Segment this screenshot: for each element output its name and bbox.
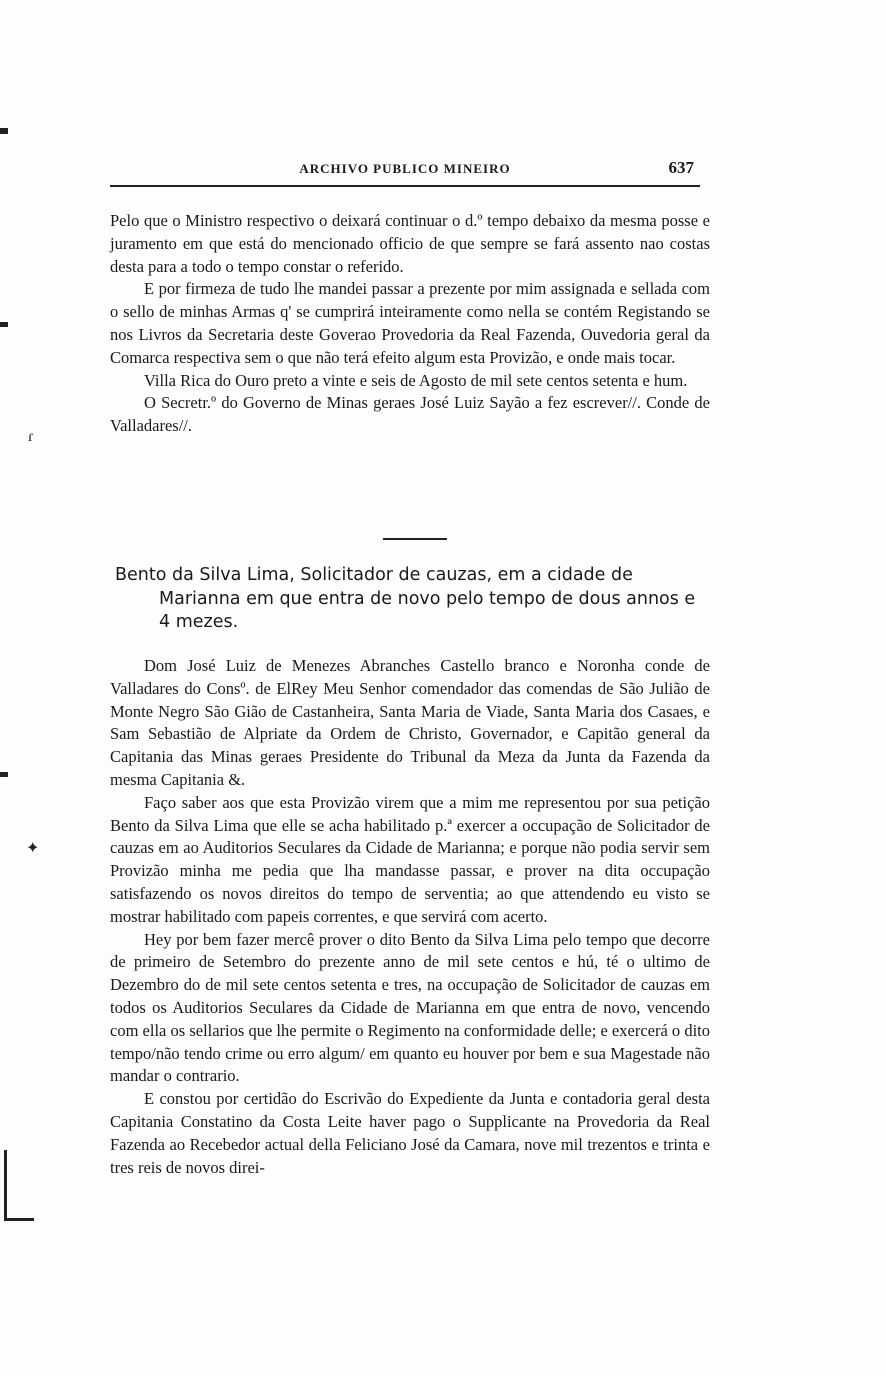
paragraph: Hey por bem fazer mercê prover o dito Bento da Silva Lima pelo tempo que decorre de primeiro de Setembro do prezente anno de mil sete centos e hú, té o ultimo de Dezembro do de mil sete centos setenta e tres, na occupação de Solicitador de cauzas em todos os Auditorios Seculares da Cidade de Marianna em que entra de novo, vencendo com ella os sellarios que lhe permite o Regimento na conformidade delle; e exercerá o dito tempo/não tendo crime ou erro algum/ em quanto eu houver por bem e sua Magestade não mandar o contrario. bbox=[110, 929, 710, 1086]
heading-first-line: Bento da Silva Lima, Solicitador de cauzas, em a cidade de bbox=[115, 565, 633, 585]
margin-tick: ✦ bbox=[26, 840, 40, 857]
section-heading bbox=[115, 564, 710, 635]
running-header bbox=[110, 158, 700, 188]
paragraph: Faço saber aos que esta Provizão virem que a mim me representou por sua petição Bento da Silva Lima que elle se acha habilitado p.ª exercer a occupação de Solicitador de cauzas em ao Auditorios Seculares da Cidade de Marianna; e porque não podia servir sem Provizão minha me pedia que lha mandasse passar, e prover na dita occupação satisfazendo os novos direitos do tempo de serventia; ao que attendendo eu visto se mostrar habilitado com papeis correntes, e que servirá com acerto. bbox=[110, 792, 710, 926]
header-title: ARCHIVO PUBLICO MINEIRO bbox=[299, 161, 511, 176]
margin-mark bbox=[0, 772, 8, 777]
continued-text-block bbox=[110, 210, 710, 438]
page-number: 637 bbox=[668, 158, 694, 177]
margin-mark bbox=[4, 1150, 7, 1220]
paragraph: Dom José Luiz de Menezes Abranches Castello branco e Noronha conde de Valladares do Consº. de ElRey Meu Senhor comendador das comendas de São Julião de Monte Negro São Gião de Castanheira, Santa Maria de Viade, Santa Maria dos Casaes, e Sam Sebastião de Alpriate da Ordem de Christo, Governador, e Capitão general da Capitania das Minas geraes Presidente do Tribunal da Meza da Junta da Fazenda da mesma Capitania &. bbox=[110, 656, 710, 789]
paragraph: O Secretr.º do Governo de Minas geraes José Luiz Sayão a fez escrever//. Conde de Valladares//. bbox=[110, 393, 710, 436]
paragraph: E constou por certidão do Escrivão do Expediente da Junta e contadoria geral desta Capitania Constatino da Costa Leite haver pago o Supplicante na Provedoria da Real Fazenda ao Recebedor actual della Feliciano José da Camara, nove mil trezentos e trinta e tres reis de novos direi- bbox=[110, 1089, 710, 1177]
paragraph: Pelo que o Ministro respectivo o deixará continuar o d.º tempo debaixo da mesma posse e juramento em que está do mencionado officio de que sempre se fará assento nao costas desta para a todo o tempo constar o referido. bbox=[110, 211, 710, 276]
margin-mark bbox=[0, 322, 8, 327]
section-divider bbox=[383, 538, 447, 540]
margin-mark bbox=[0, 128, 8, 134]
margin-mark bbox=[4, 1218, 34, 1221]
paragraph: Villa Rica do Ouro preto a vinte e seis de Agosto de mil sete centos setenta e hum. bbox=[144, 370, 688, 390]
document-text-block bbox=[110, 655, 710, 1179]
header-rule bbox=[110, 185, 700, 187]
margin-tick: ɾ bbox=[28, 428, 34, 445]
heading-rest: Marianna em que entra de novo pelo tempo de dous annos e 4 mezes. bbox=[159, 588, 696, 632]
paragraph: E por firmeza de tudo lhe mandei passar a prezente por mim assignada e sellada com o sello de minhas Armas q' se cumprirá inteiramente como nella se contém Registando se nos Livros da Secretaria deste Goverao Provedoria da Real Fazenda, Ouvedoria geral da Comarca respectiva sem o que não terá efeito algum esta Provizão, e onde mais tocar. bbox=[110, 279, 710, 367]
